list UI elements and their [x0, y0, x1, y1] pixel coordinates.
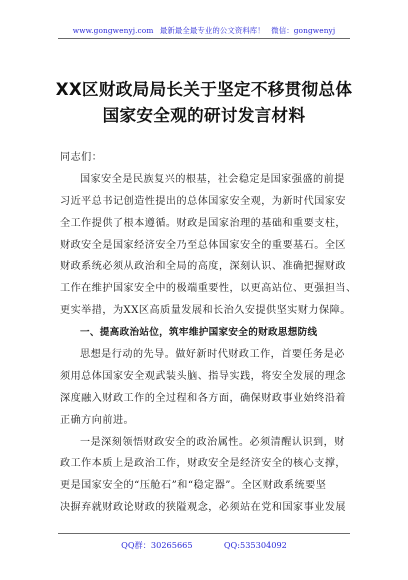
paragraph-line: 国家安全是民族复兴的根基，社会稳定是国家强盛的前提: [80, 173, 345, 185]
paragraph-line: 须用总体国家安全观武装头脑、指导实践，将安全发展的理念: [60, 370, 347, 382]
page-header: [58, 25, 350, 36]
paragraph-line: 决摒弃就财政论财政的狭隘观念，必须站在党和国家事业发展: [60, 502, 347, 514]
paragraph-line: 思想是行动的先导。做好新时代财政工作，首要任务是必: [80, 349, 345, 361]
paragraph-line: 正确方向前进。: [60, 414, 135, 426]
footer-divider: [58, 533, 350, 534]
header-website-link[interactable]: www.gongwenyj.com: [72, 26, 154, 35]
title-line-1: XX区财政局局长关于坚定不移贯彻总体: [55, 80, 353, 99]
paragraph-line: 习近平总书记创造性提出的总体国家安全观，为新时代国家安: [60, 195, 347, 207]
paragraph-line: 更实举措，为XX区高质量发展和长治久安提供坚实财力保障。: [60, 305, 351, 317]
paragraph-line: 更是国家安全的“压舱石”和“稳定器”。全区财政系统要坚: [60, 480, 327, 492]
footer-qq-group: QQ群：30265665: [121, 540, 193, 550]
paragraph-line: 政工作本质上是政治工作，财政安全是经济安全的核心支撑，: [60, 458, 347, 470]
document-title: [52, 77, 356, 129]
salutation: 同志们：: [60, 152, 103, 163]
paragraph-line: 深度融入财政工作的全过程和各方面，确保财政事业始终沿着: [60, 392, 347, 404]
page-footer: [58, 540, 350, 551]
paragraph-1: [60, 169, 357, 322]
footer-qq: QQ:535304092: [223, 540, 287, 550]
header-divider: [58, 38, 350, 39]
paragraph-line: 全工作提供了根本遵循。财政是国家治理的基础和重要支柱，: [60, 217, 347, 229]
header-slogan: 最新最全最专业的公文资料库！: [159, 26, 265, 35]
paragraph-line: 一是深刻领悟财政安全的政治属性。必须清醒认识到，财: [80, 436, 345, 448]
header-wechat: 微信：gongwenyj: [271, 26, 336, 35]
section-heading-1: 一、提高政治站位，筑牢维护国家安全的财政思想防线: [80, 327, 318, 339]
paragraph-2: [60, 344, 350, 432]
paragraph-line: 财政安全是国家经济安全乃至总体国家安全的重要基石。全区: [60, 239, 347, 251]
document-body: [60, 147, 357, 519]
paragraph-line: 工作在维护国家安全中的极端重要性，以更高站位、更强担当、: [60, 283, 357, 295]
title-line-2: 国家安全观的研讨发言材料: [102, 106, 306, 125]
paragraph-3: [60, 432, 350, 520]
paragraph-line: 财政系统必须从政治和全局的高度，深刻认识、准确把握财政: [60, 261, 347, 273]
